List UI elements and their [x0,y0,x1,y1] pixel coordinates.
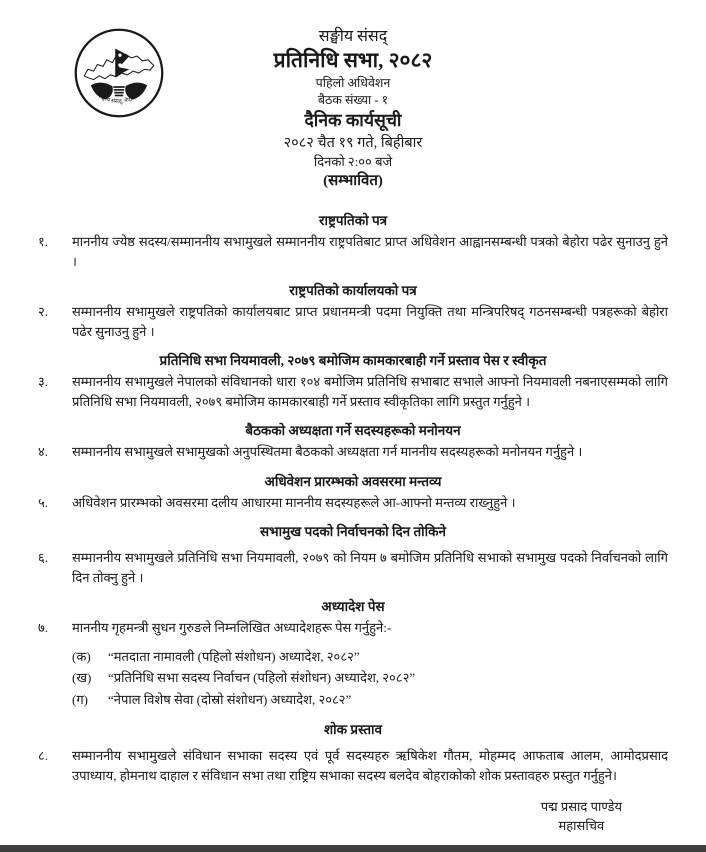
ordinance-item [72,689,668,711]
item-text: सम्माननीय सभामुखले सभामुखको अनुपस्थितमा बैठकको अध्यक्षता गर्न माननीय सदस्यहरूको मनोनयन गर्नुहुने । [72,444,583,459]
flag-moon [118,53,121,56]
meeting-number: बैठक संख्या - १ [317,93,389,107]
item-text: माननीय गृहमन्त्री सुधन गुरुङले निम्नलिखित अध्यादेशहरू पेस गर्नुहुने:- [72,620,392,635]
section-heading: राष्ट्रपतिको पत्र [318,213,388,228]
agenda-item [0,442,706,462]
signature-block [541,797,622,835]
item-text: सम्माननीय सभामुखले प्रतिनिधि सभा नियमावली, २०७९ को नियम ७ बमोजिम प्रतिनिधि सभाको सभामुख पदको निर्वाचनको लागि दिन तोक्नु हुने । [72,550,668,585]
subitem-text: “नेपाल विशेष सेवा (दोस्रो संशोधन) अध्यादेश, २०८२” [108,691,352,707]
item-number: ७. [38,620,49,635]
agenda-item [0,302,706,341]
parliament-logo [72,26,166,120]
item-text: माननीय ज्येष्ठ सदस्य/सम्माननीय सभामुखले सम्माननीय राष्ट्रपतिबाट प्राप्त अधिवेशन आह्वानसम्बन्धी पत्रको बेहोरा पढेर सुनाउनु हुने । [72,234,668,269]
tentative-label: (सम्भावित) [323,173,383,189]
signatory-name: पद्म प्रसाद पाण्डेय [540,799,622,814]
subitem-text: “मतदाता नामावली (पहिलो संशोधन) अध्यादेश, २०८२” [108,648,360,664]
section-rules-motion [0,352,706,411]
section-heading: अधिवेशन प्रारम्भको अवसरमा मन्तव्य [264,473,442,489]
date-line: २०८२ चैत १९ गते, बिहीबार [283,135,423,151]
ordinance-list [0,638,706,711]
subitem-label: (क) [72,648,91,664]
agenda-item [0,618,706,638]
item-number: २. [38,304,49,319]
section-president-letter [0,212,706,271]
section-presiding-members [0,422,706,462]
section-condolence-motion [0,721,706,785]
org-name: सङ्घीय संसद् [318,28,388,45]
section-speaker-election-day [0,523,706,587]
item-number: १. [38,234,49,249]
item-text: सम्माननीय सभामुखले राष्ट्रपतिको कार्यालयबाट प्राप्त प्रधानमन्त्री पदमा नियुक्ति तथा मन्त्रिपरिषद् गठनसम्बन्धी पत्रहरूको बेहोरा पढेर सुनाउनु हुने । [72,304,668,339]
logo-caption: सङ्घीय संसद्, नेपाल [97,93,137,106]
section-heading: अध्यादेश पेस [321,599,385,614]
item-text: सम्माननीय सभामुखले संविधान सभाका सदस्य एवं पूर्व सदस्यहरु ऋषिकेश गौतम, मोहम्मद आफताब आलम, आमोदप्रसाद उपाध्याय, होमनाथ दाहाल र संविधान सभा तथा राष्ट्रिय सभाका सदस्य बलदेव बोहराकोको शोक प्रस्तावहरु प्रस्तुत गर्नुहुने। [72,748,668,783]
page-bottom-edge [0,845,706,852]
session-line: पहिलो अधिवेशन [315,76,391,90]
agenda-item [0,232,706,271]
section-heading: शोक प्रस्ताव [323,722,383,737]
signatory-title: महासचिव [558,818,605,833]
ordinance-item [72,667,668,689]
flag-sun [118,63,121,66]
subitem-text: “प्रतिनिधि सभा सदस्य निर्वाचन (पहिलो संशोधन) अध्यादेश, २०८२” [108,670,416,685]
time-line: दिनको २:०० बजे [313,154,393,169]
section-heading: प्रतिनिधि सभा नियमावली, २०७९ बमोजिम कामकारबाही गर्ने प्रस्ताव पेस र स्वीकृत [159,353,547,368]
document-title: दैनिक कार्यसूची [304,110,402,130]
item-number: ३. [38,374,49,389]
subitem-label: (ख) [72,670,92,685]
item-text: सम्माननीय सभामुखले नेपालको संविधानको धारा १०४ बमोजिम प्रतिनिधि सभाबाट सभाले आफ्नो नियमावली नबनाएसम्मको लागि प्रतिनिधि सभा नियमावली, २०७९ बमोजिम कामकारबाही गर्ने प्रस्ताव स्वीकृतिका लागि प्रस्तुत गर्नुहुने । [72,374,668,409]
section-heading: बैठकको अध्यक्षता गर्ने सदस्यहरूको मनोनयन [245,423,461,438]
section-session-remarks [0,473,706,513]
section-heading: सभामुख पदको निर्वाचनको दिन तोकिने [259,524,447,539]
agenda-item [0,372,706,411]
item-number: ८. [38,748,49,763]
section-ordinances [0,598,706,710]
section-heading: राष्ट्रपतिको कार्यालयको पत्र [289,283,417,298]
agenda-item [0,548,706,587]
section-president-office-letter [0,282,706,341]
agenda-item [0,746,706,785]
item-number: ६. [38,550,49,565]
ordinance-item [72,646,668,668]
item-number: ५. [38,494,49,510]
item-number: ४. [38,444,49,459]
agenda-sections [0,212,706,785]
agenda-item [0,493,706,513]
subitem-label: (ग) [72,691,88,707]
assembly-title: प्रतिनिधि सभा, २०८२ [273,48,433,72]
item-text: अधिवेशन प्रारम्भको अवसरमा दलीय आधारमा माननीय सदस्यहरूले आ-आफ्नो मन्तव्य राख्नुहुने । [72,494,516,510]
